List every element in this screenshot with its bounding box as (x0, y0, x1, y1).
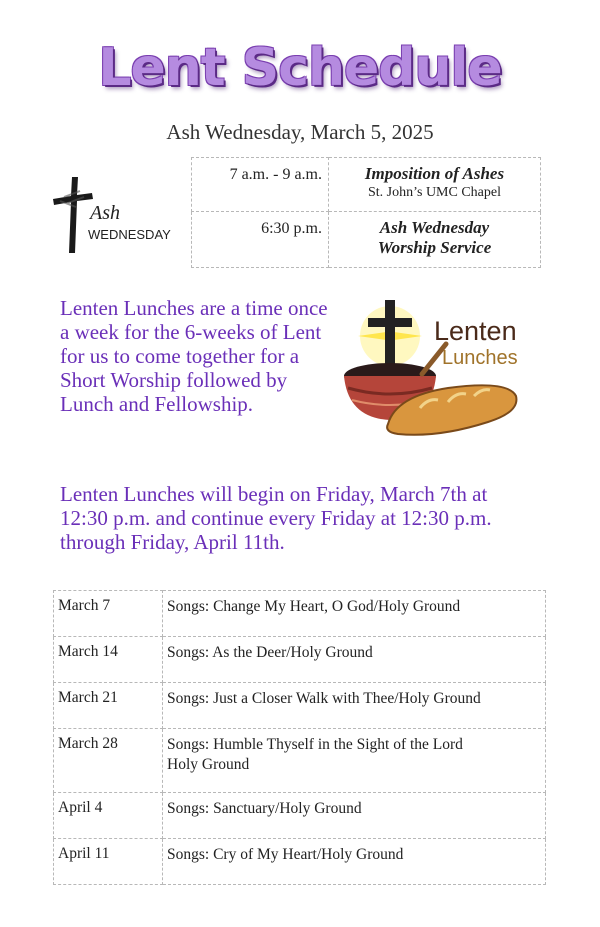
table-row (54, 591, 546, 637)
lunches-word: Lunches (442, 347, 518, 369)
schedule-date: April 4 (54, 793, 163, 839)
schedule-date: March 21 (54, 683, 163, 729)
schedule-songs: Songs: Cry of My Heart/Holy Ground (163, 839, 546, 885)
table-row (54, 683, 546, 729)
schedule-songs (163, 729, 546, 793)
event-location: St. John’s UMC Chapel (367, 185, 501, 200)
schedule-songs: Songs: Change My Heart, O God/Holy Ground (163, 591, 546, 637)
ash-event-row (192, 211, 541, 267)
event-time: 7 a.m. - 9 a.m. (192, 158, 329, 212)
event-title-line2: Worship Service (377, 237, 492, 257)
table-row (54, 729, 546, 793)
schedule-date: March 7 (54, 591, 163, 637)
table-row (54, 637, 546, 683)
table-row (54, 839, 546, 885)
lenten-word: Lenten (434, 316, 517, 346)
ash-wednesday-logo (50, 175, 185, 255)
schedule-songs: Songs: Just a Closer Walk with Thee/Holy Ground (163, 683, 546, 729)
lenten-lunches-description: Lenten Lunches are a time once a week for the 6-weeks of Lent for us to come together for a Short Worship followed by Lunch and Fellowship. (60, 296, 328, 416)
lenten-lunches-dates: Lenten Lunches will begin on Friday, March 7th at 12:30 p.m. and continue every Friday at 12:30 p.m. through Friday, April 11th. (60, 482, 492, 554)
ash-word: Ash (90, 202, 120, 224)
ash-wednesday-date: Ash Wednesday, March 5, 2025 (166, 120, 434, 144)
schedule-date: March 28 (54, 729, 163, 793)
ash-wednesday-table (191, 157, 541, 268)
schedule-date: March 14 (54, 637, 163, 683)
lunch-schedule-table (53, 590, 546, 885)
event-time: 6:30 p.m. (192, 211, 329, 267)
event-title: Ash Wednesday (379, 217, 490, 237)
lenten-lunches-logo (338, 296, 538, 440)
table-row (54, 793, 546, 839)
schedule-songs: Songs: As the Deer/Holy Ground (163, 637, 546, 683)
event-title: Imposition of Ashes (364, 164, 505, 183)
songs-line2: Holy Ground (167, 756, 250, 773)
event-details (329, 158, 541, 212)
wednesday-word: WEDNESDAY (88, 227, 171, 242)
event-details (329, 211, 541, 267)
ash-event-row (192, 158, 541, 212)
songs-line1: Songs: Humble Thyself in the Sight of the Lord (167, 736, 463, 753)
page-title: Lent Schedule (98, 38, 502, 98)
schedule-songs: Songs: Sanctuary/Holy Ground (163, 793, 546, 839)
schedule-date: April 11 (54, 839, 163, 885)
cross-icon (53, 177, 93, 253)
